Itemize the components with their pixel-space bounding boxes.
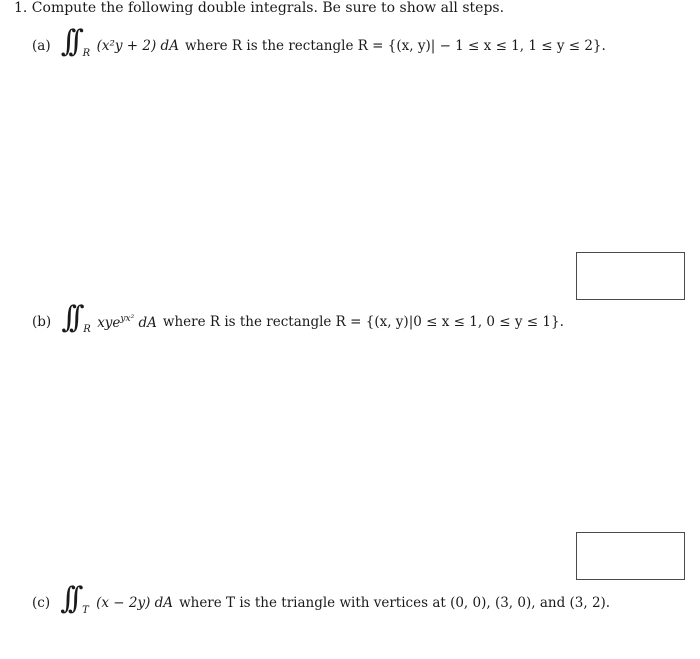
problem-b-integrand	[97, 314, 157, 331]
double-integral-icon: ∫∫ T	[60, 581, 89, 616]
problem-b-region: R	[83, 324, 91, 335]
problem-b-integrand-exponent: yx²	[120, 313, 135, 324]
problem-c-region: T	[82, 605, 89, 616]
question-heading: 1. Compute the following double integrals. Be sure to show all steps.	[14, 0, 505, 16]
problem-a-integrand: (x²y + 2) dA	[96, 38, 179, 54]
problem-b-integrand-tail: dA	[138, 314, 157, 331]
problem-a-label: (a)	[32, 38, 51, 54]
problem-c-label: (c)	[32, 595, 51, 611]
problem-a	[32, 24, 606, 64]
problem-b-label: (b)	[32, 314, 52, 330]
problem-b-description: where R is the rectangle R = {(x, y)|0 ≤ x ≤ 1, 0 ≤ y ≤ 1}.	[162, 314, 564, 330]
problem-b	[32, 300, 564, 340]
answer-box-a[interactable]	[576, 252, 685, 300]
problem-a-region: R	[82, 48, 91, 59]
problem-c-description: where T is the triangle with vertices at (0, 0), (3, 0), and (3, 2).	[179, 595, 611, 611]
problem-c-integrand: (x − 2y) dA	[96, 595, 174, 611]
problem-a-description: where R is the rectangle R = {(x, y)| − 1 ≤ x ≤ 1, 1 ≤ y ≤ 2}.	[184, 38, 606, 54]
double-integral-icon: ∫∫ R	[60, 24, 91, 59]
double-integral-icon: ∫∫ R	[61, 300, 91, 335]
problem-b-integrand-base: xye	[97, 314, 121, 331]
answer-box-b[interactable]	[576, 532, 685, 580]
problem-c	[32, 581, 611, 621]
